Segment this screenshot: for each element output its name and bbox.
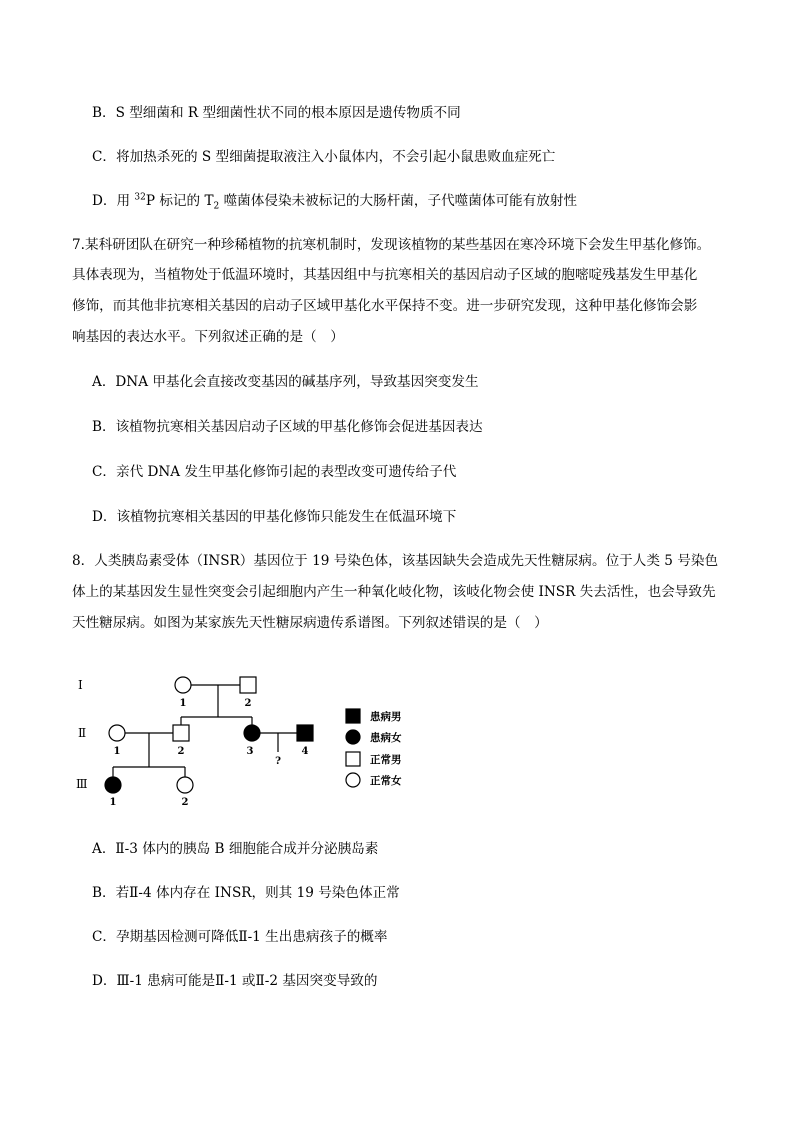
q8-stem-line-1: 8．人类胰岛素受体（INSR）基因位于 19 号染色体，该基因缺失会造成先天性糖尿病。位于人类 5 号染色 bbox=[72, 553, 719, 569]
q8-option-d: D．Ⅲ-1 患病可能是Ⅱ-1 或Ⅱ-2 基因突变导致的 bbox=[92, 973, 378, 989]
ii-1-number: 1 bbox=[113, 746, 121, 757]
legend-affected-female-symbol bbox=[346, 730, 360, 744]
legend-affected-male-label: 患病男 bbox=[370, 711, 402, 723]
legend-affected-female-label: 患病女 bbox=[370, 732, 402, 744]
iii-2-number: 2 bbox=[181, 797, 189, 808]
ii-2-normal-male bbox=[173, 725, 189, 741]
generation-label-i: Ⅰ bbox=[78, 678, 83, 692]
pedigree-diagram bbox=[72, 664, 422, 814]
iii-1-number: 1 bbox=[109, 797, 117, 808]
ii-4-affected-male bbox=[297, 725, 313, 741]
ii-1-normal-female bbox=[109, 725, 125, 741]
q8-stem-line-3: 天性糖尿病。如图为某家族先天性糖尿病遗传系谱图。下列叙述错误的是（ ） bbox=[72, 615, 548, 631]
ii-3-number: 3 bbox=[246, 746, 254, 757]
q6-option-d-mid1: P 标记的 T bbox=[145, 193, 214, 209]
q6-option-c: C．将加热杀死的 S 型细菌提取液注入小鼠体内，不会引起小鼠患败血症死亡 bbox=[92, 149, 556, 165]
q6-option-b: B．S 型细菌和 R 型细菌性状不同的根本原因是遗传物质不同 bbox=[92, 105, 461, 121]
ii-2-number: 2 bbox=[177, 746, 185, 757]
legend-normal-male-label: 正常男 bbox=[370, 754, 402, 766]
i-1-number: 1 bbox=[179, 698, 187, 709]
i-2-number: 2 bbox=[244, 698, 252, 709]
iii-2-normal-female bbox=[177, 777, 193, 793]
q7-option-b: B．该植物抗寒相关基因启动子区域的甲基化修饰会促进基因表达 bbox=[92, 419, 483, 435]
q7-option-c: C．亲代 DNA 发生甲基化修饰引起的表型改变可遗传给子代 bbox=[92, 464, 457, 480]
q7-option-d: D．该植物抗寒相关基因的甲基化修饰只能发生在低温环境下 bbox=[92, 509, 457, 525]
legend-normal-female-symbol bbox=[346, 773, 360, 787]
generation-label-ii: Ⅱ bbox=[78, 726, 87, 740]
legend-affected-male-symbol bbox=[346, 709, 360, 723]
legend-normal-male-symbol bbox=[346, 752, 360, 766]
q8-option-b: B．若Ⅱ-4 体内存在 INSR，则其 19 号染色体正常 bbox=[92, 885, 400, 901]
i-1-normal-female bbox=[175, 677, 191, 693]
q6-option-d-mid2: 噬菌体侵染未被标记的大肠杆菌，子代噬菌体可能有放射性 bbox=[219, 193, 578, 209]
q7-stem-line-3: 修饰，而其他非抗寒相关基因的启动子区域甲基化水平保持不变。进一步研究发现，这种甲基化修饰会影 bbox=[72, 298, 698, 314]
q7-option-a: A．DNA 甲基化会直接改变基因的碱基序列，导致基因突变发生 bbox=[92, 374, 479, 390]
q7-stem-line-4: 响基因的表达水平。下列叙述正确的是（ ） bbox=[72, 329, 344, 345]
q6-option-d-sup: 32 bbox=[134, 192, 146, 203]
q7-stem-line-1: 7.某科研团队在研究一种珍稀植物的抗寒机制时，发现该植物的某些基因在寒冷环境下会发生甲基化修饰。 bbox=[72, 237, 711, 253]
i-2-normal-male bbox=[240, 677, 256, 693]
unknown-child-mark: ? bbox=[275, 756, 281, 767]
q6-option-d-prefix: D．用 bbox=[92, 193, 135, 209]
generation-label-iii: Ⅲ bbox=[76, 777, 88, 791]
q6-option-d-sub: 2 bbox=[213, 201, 220, 212]
ii-4-number: 4 bbox=[301, 746, 309, 757]
q7-stem-line-2: 具体表现为，当植物处于低温环境时，其基因组中与抗寒相关的基因启动子区域的胞嘧啶残基发生甲基化 bbox=[72, 267, 698, 283]
q8-option-c: C．孕期基因检测可降低Ⅱ-1 生出患病孩子的概率 bbox=[92, 929, 388, 945]
ii-3-affected-female bbox=[244, 725, 260, 741]
q8-option-a: A．Ⅱ-3 体内的胰岛 B 细胞能合成并分泌胰岛素 bbox=[92, 841, 379, 857]
q6-option-d bbox=[92, 191, 577, 211]
legend-normal-female-label: 正常女 bbox=[370, 775, 402, 787]
iii-1-affected-female bbox=[105, 777, 121, 793]
q8-stem-line-2: 体上的某基因发生显性突变会引起细胞内产生一种氧化岐化物，该岐化物会使 INSR 失去活性，也会导致先 bbox=[72, 584, 716, 600]
